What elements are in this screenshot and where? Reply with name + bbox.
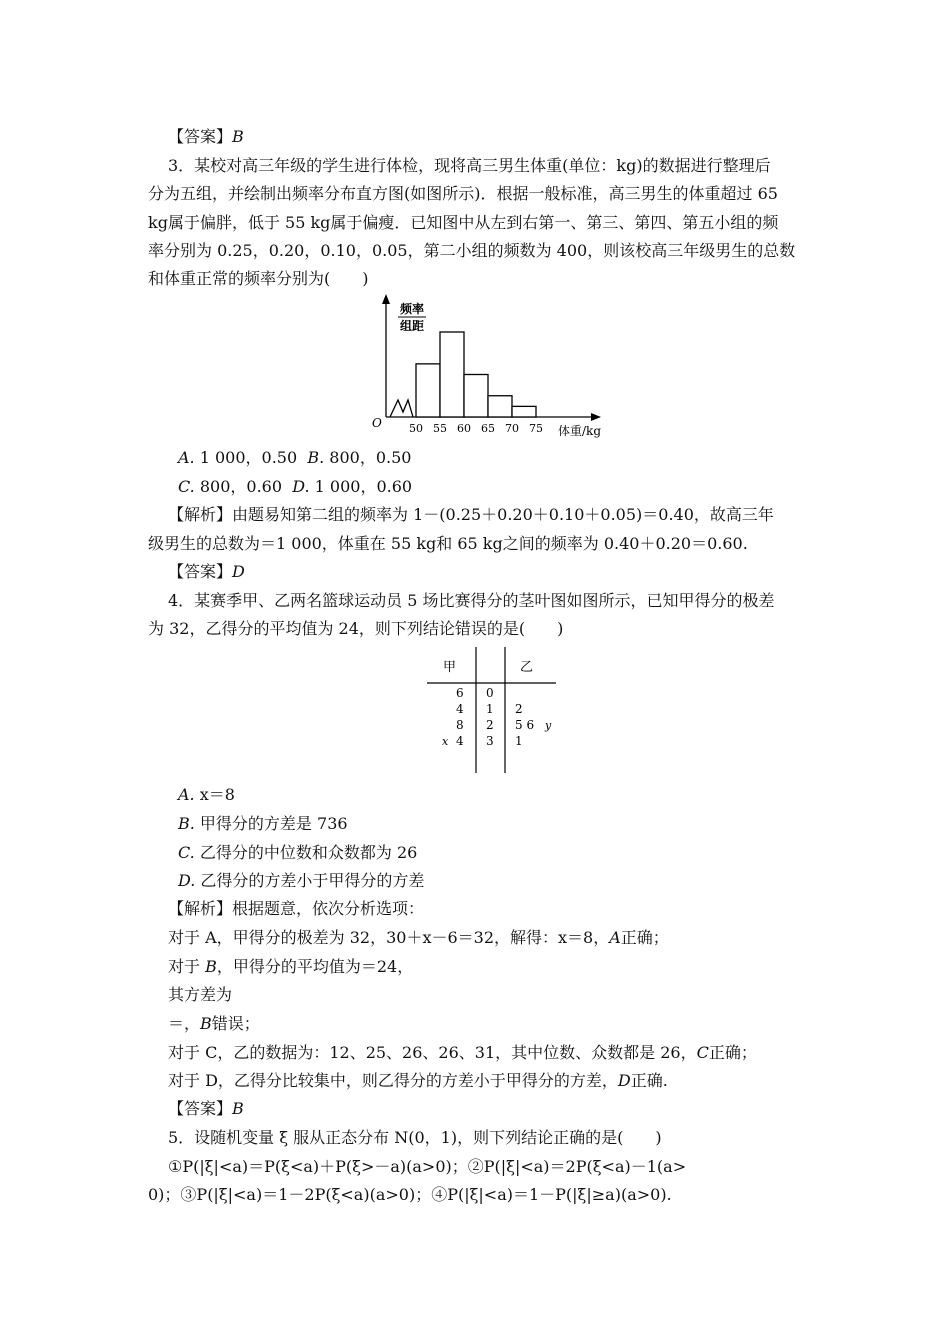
q3-analysis: 【解析】由题易知第二组的频率为 1－(0.25＋0.20＋0.10＋0.05)＝0.40，故高三年	[168, 505, 774, 524]
frequency-histogram	[350, 292, 620, 442]
x-tick-label: 65	[481, 422, 495, 435]
stem-value: 2	[486, 718, 494, 732]
q4-stem-line: 为 32，乙得分的平均值为 24，则下列结论错误的是( )	[148, 619, 564, 638]
right-header: 乙	[520, 660, 534, 675]
y-label-bottom: 组距	[400, 319, 425, 333]
q4-analysis-line: 对于 D，乙得分比较集中，则乙得分的方差小于甲得分的方差，D正确.	[168, 1071, 668, 1090]
q4-option-a: A. x＝8	[178, 785, 235, 804]
histogram-bars	[416, 332, 536, 417]
histogram-tick-labels	[409, 422, 543, 435]
histogram-bar-50-55	[416, 364, 440, 417]
q5-stem: 5．设随机变量 ξ 服从正态分布 N(0，1)，则下列结论正确的是( )	[168, 1128, 662, 1147]
stem-value: 1	[486, 702, 494, 716]
right-leaf: 2	[515, 702, 523, 716]
q4-analysis-intro: 【解析】根据题意，依次分析选项：	[168, 899, 425, 918]
q4-option-d: D. 乙得分的方差小于甲得分的方差	[178, 871, 425, 890]
q3-stem-line: 3．某校对高三年级的学生进行体检，现将高三男生体重(单位：kg)的数据进行整理后	[168, 156, 771, 175]
left-leaf: 4	[456, 702, 464, 716]
histogram-bar-55-60	[440, 332, 464, 417]
histogram-bar-70-75	[512, 406, 536, 417]
q3-options-row: C. 800，0.60 D. 1 000，0.60	[178, 477, 413, 496]
q5-statement-line: ①P(|ξ|<a)＝P(ξ<a)＋P(ξ>－a)(a>0)；②P(|ξ|<a)＝2P(ξ<a)－1(a>	[168, 1157, 687, 1176]
x-axis-arrow	[591, 413, 601, 421]
q3-stem-line: 和体重正常的频率分别为( )	[148, 269, 369, 288]
q5-statement-line: 0)；③P(|ξ|<a)＝1－2P(ξ<a)(a>0)；④P(|ξ|<a)＝1－P(|ξ|≥a)(a>0).	[148, 1185, 672, 1204]
x-tick-label: 70	[505, 422, 519, 435]
histogram-bar-65-70	[488, 396, 512, 417]
x-tick-label: 60	[457, 422, 471, 435]
q4-answer: 【答案】B	[168, 1099, 244, 1118]
q3-answer: 【答案】D	[168, 562, 245, 581]
left-leaf: 6	[456, 686, 464, 700]
origin-label: O	[372, 416, 382, 430]
left-header: 甲	[443, 660, 457, 675]
histogram-bar-60-65	[464, 375, 488, 418]
axis-break-zigzag	[390, 400, 413, 417]
var-x: x	[442, 735, 449, 748]
x-axis-label: 体重/kg	[558, 424, 601, 438]
q3-stem-line: 率分别为 0.25，0.20，0.10，0.05，第二小组的频数为 400，则该校高三年级男生的总数	[148, 241, 796, 260]
y-axis-arrow	[382, 294, 390, 304]
left-leaf: 8	[456, 718, 464, 732]
q4-analysis-line: 对于 C，乙的数据为：12、25、26、26、31，其中位数、众数都是 26，C正确；	[168, 1043, 757, 1062]
q3-stem-line: kg属于偏胖，低于 55 kg属于偏瘦．已知图中从左到右第一、第三、第四、第五小组的频	[148, 213, 779, 232]
stem-value: 3	[486, 734, 494, 748]
q3-stem-line: 分为五组，并绘制出频率分布直方图(如图所示)．根据一般标准，高三男生的体重超过 65	[148, 184, 778, 203]
q3-options-row: A. 1 000，0.50 B. 800，0.50	[178, 448, 412, 467]
right-leaf: 5 6	[515, 718, 535, 732]
q4-analysis-line: 其方差为	[168, 985, 233, 1004]
q4-stem-line: 4．某赛季甲、乙两名篮球运动员 5 场比赛得分的茎叶图如图所示，已知甲得分的极差	[168, 591, 775, 610]
q4-analysis-line: ＝，B错误；	[168, 1014, 260, 1033]
x-tick-label: 55	[433, 422, 447, 435]
q4-analysis-line: 对于 B，甲得分的平均值为＝24，	[168, 957, 414, 976]
left-leaf: 4	[456, 734, 464, 748]
q3-analysis-line: 级男生的总数为＝1 000，体重在 55 kg和 65 kg之间的频率为 0.40＋0.20＝0.60.	[148, 534, 748, 553]
var-y: y	[545, 719, 552, 732]
x-tick-label: 50	[409, 422, 423, 435]
right-leaf: 1	[515, 734, 523, 748]
stem-leaf-plot	[420, 645, 565, 777]
q2-answer: 【答案】B	[168, 127, 244, 146]
stem-value: 0	[486, 686, 494, 700]
q4-option-b: B. 甲得分的方差是 736	[178, 814, 348, 833]
q4-analysis-line: 对于 A，甲得分的极差为 32，30＋x－6＝32，解得：x＝8，A正确；	[168, 928, 669, 947]
y-label-top: 频率	[400, 302, 425, 316]
q4-option-c: C. 乙得分的中位数和众数都为 26	[178, 843, 418, 862]
x-tick-label: 75	[529, 422, 543, 435]
